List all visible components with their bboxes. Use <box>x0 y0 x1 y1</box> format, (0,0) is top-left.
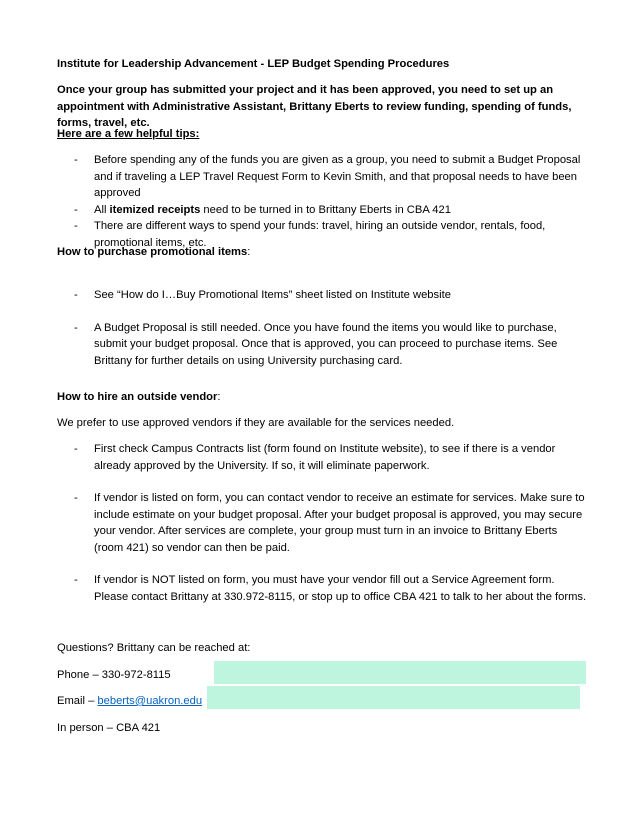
bullet-dash: - <box>74 492 78 504</box>
contact-in-person: In person – CBA 421 <box>57 722 161 734</box>
promo-text: A Budget Proposal is still needed. Once you have found the items you would like to purchase, submit your budget proposal. Once that is approved, you can proceed to purchase items. See Brittany for further details on using University purchasing card. <box>94 321 558 367</box>
vendor-text: If vendor is NOT listed on form, you must have your vendor fill out a Service Agreement form. Please contact Brittany at 330.972-8115, or stop up to office CBA 421 to talk to her about the forms. <box>94 574 587 603</box>
list-item <box>57 572 587 605</box>
bullet-dash: - <box>74 289 78 301</box>
tip-text-bold: itemized receipts <box>109 203 201 216</box>
list-item <box>57 287 587 304</box>
bullet-dash: - <box>74 203 78 216</box>
tip-text: Before spending any of the funds you are given as a group, you need to submit a Budget Proposal and if traveling a LEP Travel Request Form to Kevin Smith, and that proposal needs to have been approved <box>94 154 581 199</box>
highlight-box <box>214 661 586 684</box>
list-item <box>57 441 587 474</box>
list-item <box>57 320 587 370</box>
email-link[interactable]: beberts@uakron.edu <box>97 695 203 707</box>
bullet-dash: - <box>74 154 78 166</box>
intro-paragraph: Once your group has submitted your project and it has been approved, you need to set up an appointment with Administrative Assistant, Brittany Eberts to review funding, spending of funds, forms, travel, etc. <box>57 84 572 129</box>
bullet-dash: - <box>74 321 78 334</box>
vendor-intro: We prefer to use approved vendors if they are available for the services needed. <box>57 417 455 429</box>
vendor-text: First check Campus Contracts list (form found on Institute website), to see if there is a vendor already approved by the University. If so, it will eliminate paperwork. <box>94 443 556 472</box>
promo-heading: How to purchase promotional items: <box>57 246 251 258</box>
tip-text-prefix: All <box>94 203 110 216</box>
document-title: Institute for Leadership Advancement - LEP Budget Spending Procedures <box>57 58 450 70</box>
vendor-text: If vendor is listed on form, you can contact vendor to receive an estimate for services. Make sure to include estimate on your budget proposal. After your budget proposal is approved, you may secure your vendor. After services are complete, your group must turn in an invoice to Brittany Eberts (room 421) so vendor can then be paid. <box>94 492 585 554</box>
vendor-list <box>57 441 587 605</box>
contact-questions: Questions? Brittany can be reached at: <box>57 642 251 654</box>
bullet-dash: - <box>74 443 78 455</box>
bullet-dash: - <box>74 574 78 586</box>
highlight-box <box>207 686 580 709</box>
promo-list <box>57 287 587 369</box>
tips-heading: Here are a few helpful tips: <box>57 128 200 140</box>
contact-phone: Phone – 330-972-8115 <box>57 669 171 681</box>
list-item <box>57 152 587 202</box>
contact-email-line: Email – beberts@uakron.edu <box>57 695 203 707</box>
tips-list <box>57 152 587 251</box>
bullet-dash: - <box>74 220 78 232</box>
tip-text-suffix: need to be turned in to Brittany Eberts in CBA 421 <box>200 203 451 216</box>
tip-text: There are different ways to spend your funds: travel, hiring an outside vendor, rentals, food, promotional items, etc. <box>94 220 546 249</box>
vendor-heading: How to hire an outside vendor: <box>57 391 221 403</box>
list-item <box>57 490 587 556</box>
promo-text: See “How do I…Buy Promotional Items” sheet listed on Institute website <box>94 289 451 301</box>
list-item <box>57 202 587 219</box>
